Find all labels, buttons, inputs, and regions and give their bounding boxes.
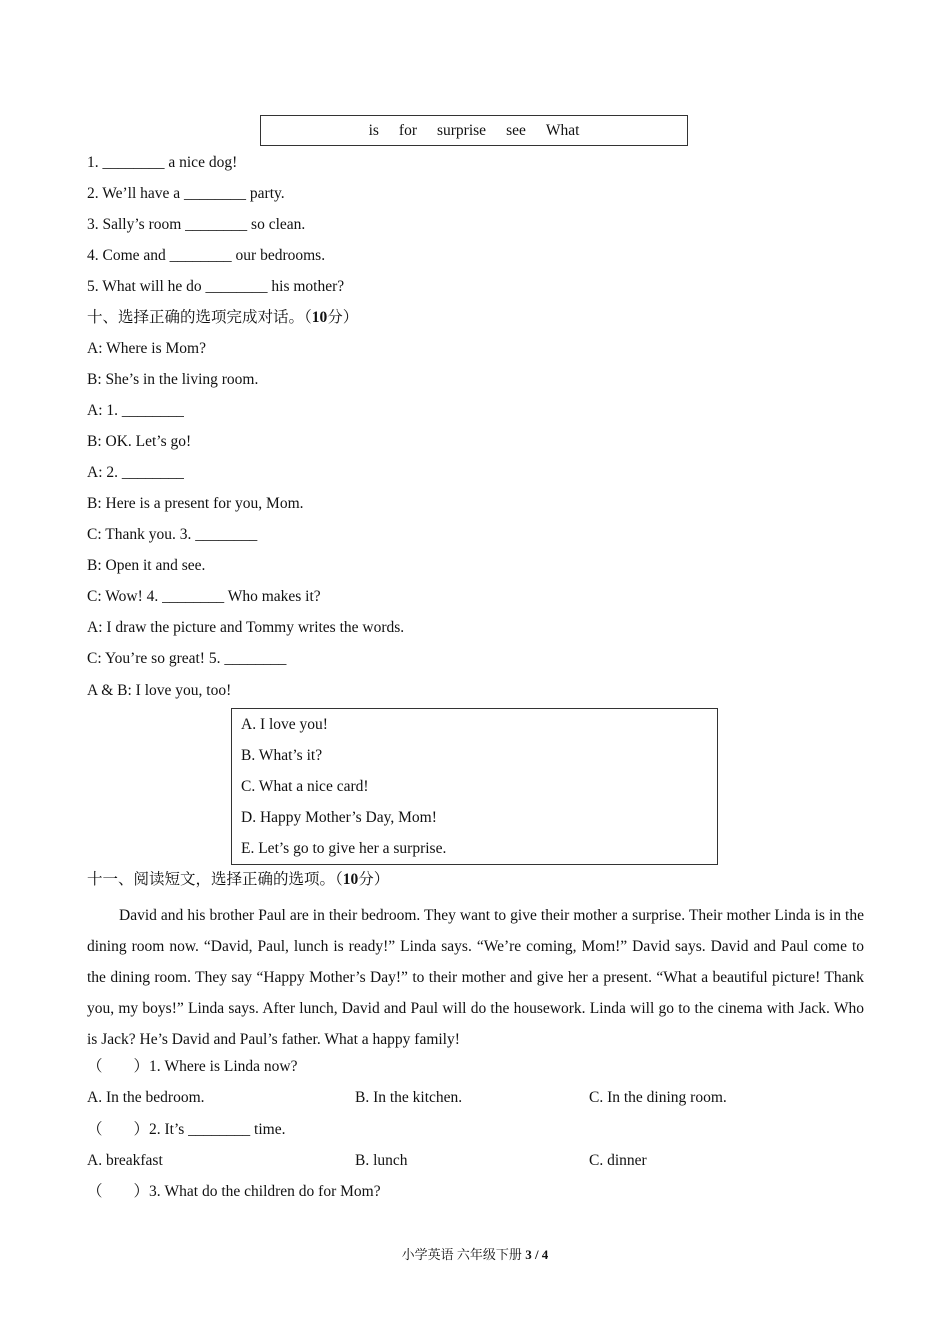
reading-passage: David and his brother Paul are in their bedroom. They want to give their mother a surprise. Their mother Linda is in the dining room now. “David, Paul, lunch is ready!” Linda says. “We’re coming, Mom!” David says. David and Paul come to the dining room. They say “Happy Mother’s Day!” to their mother and give her a present. “What a beautiful picture! Thank you, my boys!” Linda says. After lunch, David and Paul will do the housework. Linda will go to the cinema with Jack. Who is Jack? He’s David and Paul’s father. What a happy family! [87,907,864,1048]
fill-sentence: 3. Sally’s room ________ so clean. [87,216,306,233]
dialogue-line: A: Where is Mom? [87,340,206,357]
answer-choice: A. In the bedroom. [87,1089,205,1106]
word-bank-word: What [545,121,580,139]
dialogue-line: B: Here is a present for you, Mom. [87,495,304,512]
option-item: C. What a nice card! [241,778,369,795]
word-bank-box [260,115,688,146]
dialogue-line: B: OK. Let’s go! [87,433,192,450]
options-box [231,708,718,865]
option-item: E. Let’s go to give her a surprise. [241,840,447,857]
option-item: B. What’s it? [241,747,323,764]
footer-text: 小学英语 六年级下册 [401,1247,526,1262]
dialogue-line: C: You’re so great! 5. ________ [87,650,287,667]
section-title: 十、选择正确的选项完成对话。（ [87,309,312,326]
dialogue-line: A & B: I love you, too! [87,682,232,699]
dialogue-line: A: 1. ________ [87,402,184,419]
question-stem: （ ）1. Where is Linda now? [87,1058,298,1075]
section-suffix: 分） [327,309,359,326]
word-bank-word: is [368,121,379,139]
answer-choice: A. breakfast [87,1152,163,1169]
option-item: D. Happy Mother’s Day, Mom! [241,809,437,826]
section-score: 10 [311,309,328,326]
page-number: 3 / 4 [525,1247,549,1262]
dialogue-line: A: 2. ________ [87,464,184,481]
word-bank-word: surprise [436,121,487,139]
section-suffix: 分） [358,871,390,888]
answer-choice: B. In the kitchen. [355,1089,463,1106]
answer-choice: B. lunch [355,1152,408,1169]
question-stem: （ ）3. What do the children do for Mom? [87,1183,381,1200]
section-score: 10 [342,871,359,888]
answer-choice: C. dinner [589,1152,647,1169]
question-stem: （ ）2. It’s ________ time. [87,1121,286,1138]
fill-sentence: 2. We’ll have a ________ party. [87,185,285,202]
option-item: A. I love you! [241,716,328,733]
word-bank-word: for [398,121,417,139]
section-11-heading [87,870,389,890]
dialogue-line: B: Open it and see. [87,557,206,574]
dialogue-line: A: I draw the picture and Tommy writes the words. [87,619,405,636]
fill-sentence: 5. What will he do ________ his mother? [87,278,345,295]
section-10-heading [87,308,358,328]
answer-choice: C. In the dining room. [589,1089,727,1106]
page-footer [0,1246,950,1264]
section-title: 十一、阅读短文，选择正确的选项。（ [87,871,343,888]
word-bank-word: see [506,121,526,139]
fill-sentence: 1. ________ a nice dog! [87,154,238,171]
dialogue-line: C: Wow! 4. ________ Who makes it? [87,588,321,605]
dialogue-line: B: She’s in the living room. [87,371,259,388]
dialogue-line: C: Thank you. 3. ________ [87,526,258,543]
fill-sentence: 4. Come and ________ our bedrooms. [87,247,326,264]
